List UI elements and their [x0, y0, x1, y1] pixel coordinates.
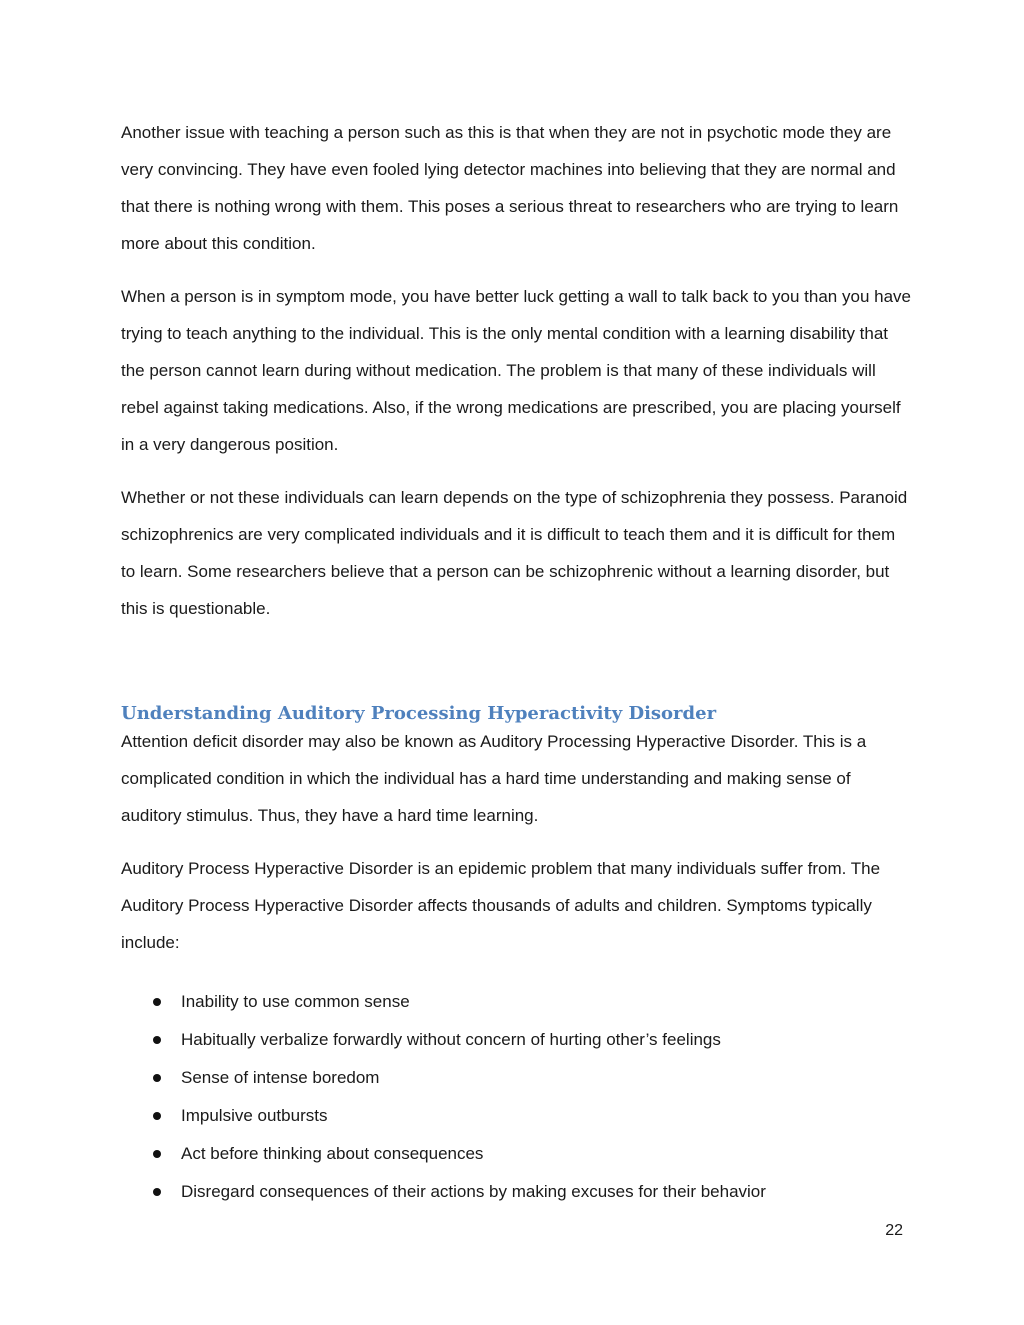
bullet-icon — [153, 998, 161, 1006]
list-item — [121, 1097, 911, 1135]
list-item-text: Impulsive outbursts — [181, 1106, 328, 1125]
section-paragraph-2: Auditory Process Hyperactive Disorder is an epidemic problem that many individuals suffer from. The Auditory Process Hyperactive Disorder affects thousands of adults and children. Symptoms typically include: — [121, 859, 881, 952]
bullet-icon — [153, 1112, 161, 1120]
apd-section — [121, 701, 911, 1211]
list-item-text: Act before thinking about consequences — [181, 1144, 484, 1163]
bullet-icon — [153, 1074, 161, 1082]
section-paragraph-1: Attention deficit disorder may also be known as Auditory Processing Hyperactive Disorder. This is a complicated condition in which the individual has a hard time understanding and making sense of auditory stimulus. Thus, they have a hard time learning. — [121, 732, 867, 825]
document-body — [121, 114, 911, 627]
list-item — [121, 1173, 911, 1211]
list-item — [121, 983, 911, 1021]
body-paragraph-3: Whether or not these individuals can learn depends on the type of schizophrenia they possess. Paranoid schizophrenics are very complicated individuals and it is difficult to teach them and it is difficult for them to learn. Some researchers believe that a person can be schizophrenic without a learning disorder, but this is questionable. — [121, 488, 908, 618]
body-paragraph-2: When a person is in symptom mode, you have better luck getting a wall to talk back to you than you have trying to teach anything to the individual. This is the only mental condition with a learning disability that the person cannot learn during without medication. The problem is that many of these individuals will rebel against taking medications. Also, if the wrong medications are prescribed, you are placing yourself in a very dangerous position. — [121, 287, 911, 454]
list-item-text: Sense of intense boredom — [181, 1068, 380, 1087]
body-paragraph-1: Another issue with teaching a person such as this is that when they are not in psychotic mode they are very convincing. They have even fooled lying detector machines into believing that they are normal and that there is nothing wrong with them. This poses a serious threat to researchers who are trying to learn more about this condition. — [121, 123, 899, 253]
bullet-icon — [153, 1188, 161, 1196]
section-heading: Understanding Auditory Processing Hyperactivity Disorder — [121, 703, 717, 724]
list-item — [121, 1135, 911, 1173]
list-item-text: Inability to use common sense — [181, 992, 410, 1011]
bullet-icon — [153, 1036, 161, 1044]
bullet-icon — [153, 1150, 161, 1158]
list-item-text: Disregard consequences of their actions by making excuses for their behavior — [181, 1182, 766, 1201]
symptom-list — [121, 983, 911, 1211]
list-item-text: Habitually verbalize forwardly without concern of hurting other’s feelings — [181, 1030, 721, 1049]
page-number: 22 — [885, 1222, 903, 1239]
list-item — [121, 1021, 911, 1059]
list-item — [121, 1059, 911, 1097]
